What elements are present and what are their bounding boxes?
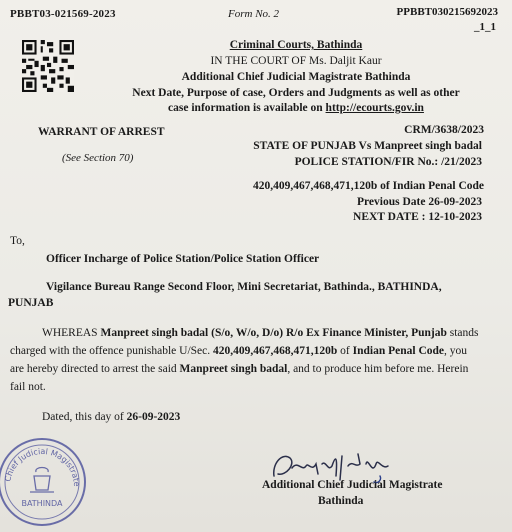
dated-value: 26-09-2023 [126, 411, 181, 423]
in-court-label: IN THE COURT OF [210, 55, 307, 67]
directed-text: are hereby directed to arrest the said [10, 363, 177, 375]
ecourts-link[interactable]: http://ecourts.gov.in [325, 102, 424, 114]
body-line-4: fail not. [10, 381, 46, 393]
judge-name: Ms. Daljit Kaur [309, 55, 382, 67]
offence-sections: 420,409,467,468,471,120b [213, 345, 338, 357]
address-line-1: Vigilance Bureau Range Second Floor, Mini Secretariat, Bathinda., BATHINDA, [46, 281, 442, 293]
case-id-left: PBBT03-021569-2023 [10, 8, 116, 20]
judge-designation: Additional Chief Judicial Magistrate Bathinda [181, 71, 411, 83]
addressee-officer: Officer Incharge of Police Station/Police Station Officer [46, 253, 320, 265]
court-seal-icon [0, 436, 88, 528]
body-line-2 [10, 345, 467, 357]
charged-with-text: charged with the offence punishable U/Sec. [10, 345, 211, 357]
next-date: NEXT DATE : 12-10-2023 [353, 211, 482, 223]
signatory-title: Additional Chief Judicial Magistrate [262, 479, 443, 491]
address-line-2: PUNJAB [8, 297, 54, 309]
of-word: of [340, 345, 350, 357]
form-number: Form No. 2 [228, 8, 280, 20]
whereas-word: WHEREAS [42, 327, 98, 339]
info-line-1: Next Date, Purpose of case, Orders and Judgments as well as other [132, 87, 460, 99]
police-fir-number: POLICE STATION/FIR No.: /21/2023 [294, 156, 482, 168]
case-number: CRM/3638/2023 [404, 124, 484, 136]
case-id-right: PPBBT030215692023 [396, 6, 498, 18]
penal-code: Indian Penal Code [352, 345, 445, 357]
section-reference: (See Section 70) [62, 152, 134, 164]
ipc-sections: 420,409,467,468,471,120b of Indian Penal Code [253, 180, 484, 192]
seal-place: BATHINDA [21, 499, 63, 508]
previous-date: Previous Date 26-09-2023 [357, 196, 482, 208]
body-line-3 [10, 363, 468, 375]
case-parties: STATE OF PUNJAB Vs Manpreet singh badal [253, 140, 482, 152]
to-label: To, [10, 235, 25, 247]
stands-word: stands [449, 327, 479, 339]
page-marker: _1_1 [474, 21, 496, 33]
seal-arc-text: Chief Judicial Magistrate [3, 446, 82, 487]
body-line-1 [42, 327, 479, 339]
dated-line [42, 411, 180, 423]
produce-text: , and to produce him before me. Herein [287, 363, 469, 375]
info-prefix: case information is available on [168, 102, 323, 114]
presiding-judge [40, 55, 512, 67]
you-word: , you [444, 345, 468, 357]
info-line-2 [40, 102, 512, 114]
signatory-place: Bathinda [318, 495, 364, 507]
court-name: Criminal Courts, Bathinda [229, 39, 363, 51]
warrant-title: WARRANT OF ARREST [38, 126, 165, 138]
dated-prefix: Dated, this day of [42, 411, 124, 423]
accused-details: Manpreet singh badal (S/o, W/o, D/o) R/o Ex Finance Minister, Punjab [100, 327, 447, 339]
accused-name: Manpreet singh badal [179, 363, 288, 375]
